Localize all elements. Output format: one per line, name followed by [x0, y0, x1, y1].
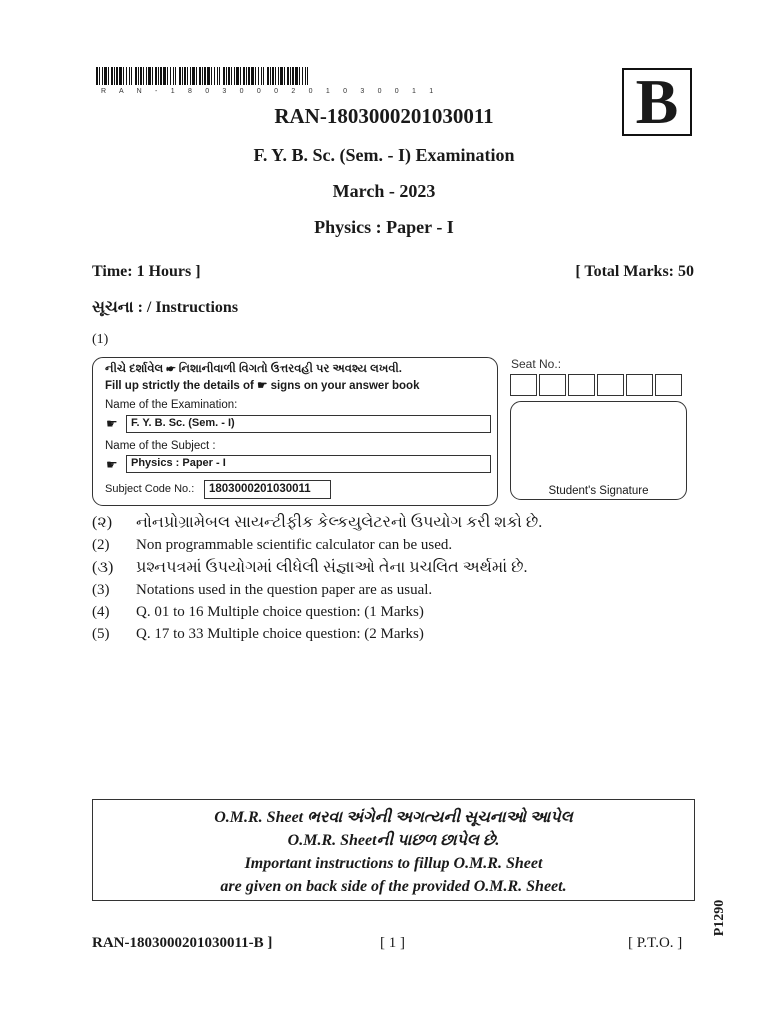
item-number: (3): [92, 582, 110, 598]
barcode-bar: [129, 67, 130, 85]
barcode-bar: [148, 67, 151, 85]
signature-label: Student's Signature: [548, 485, 649, 497]
barcode-bar: [146, 67, 147, 85]
answer-book-details-box: [92, 357, 498, 506]
barcode-bar: [204, 67, 206, 85]
subject-code-label: Subject Code No.:: [105, 483, 195, 495]
barcode-bar: [243, 67, 245, 85]
seat-number-boxes: [510, 374, 684, 396]
barcode-bar: [190, 67, 191, 85]
barcode-bar: [223, 67, 225, 85]
subject-name-field: Physics : Paper - I: [126, 455, 491, 473]
omr-notice-box: [92, 799, 695, 901]
barcode-bar: [278, 67, 279, 85]
form-english-line: Fill up strictly the details of ☛ signs on your answer book: [105, 380, 420, 392]
item-text: Non programmable scientific calculator can be used.: [136, 537, 453, 553]
barcode-bar: [217, 67, 218, 85]
barcode-bar: [295, 67, 298, 85]
subject-title: Physics : Paper - I: [314, 217, 454, 237]
barcode-bar: [305, 67, 306, 85]
item-number: (4): [92, 604, 110, 620]
seat-cell: [510, 374, 537, 396]
barcode-bar: [248, 67, 250, 85]
barcode-bar: [261, 67, 262, 85]
exam-title: F. Y. B. Sc. (Sem. - I) Examination: [253, 145, 515, 165]
seat-cell: [568, 374, 595, 396]
seat-cell: [539, 374, 566, 396]
set-letter-box: B: [622, 68, 692, 136]
instructions-heading: સૂચના : / Instructions: [92, 299, 239, 316]
barcode-bar: [246, 67, 247, 85]
barcode-bar: [163, 67, 166, 85]
page-number: [ 1 ]: [380, 935, 405, 951]
barcode-bar: [99, 67, 100, 85]
item-text: Notations used in the question paper are as usual.: [136, 582, 433, 598]
seat-cell: [655, 374, 682, 396]
barcode-bar: [158, 67, 159, 85]
barcode-bar: [123, 67, 124, 85]
barcode-bar: [131, 67, 132, 85]
item-text: Q. 01 to 16 Multiple choice question: (1 Marks): [136, 604, 424, 620]
barcode-bar: [170, 67, 171, 85]
notice-line: Important instructions to fillup O.M.R. Sheet: [244, 855, 543, 872]
barcode-bar: [196, 67, 197, 85]
barcode-bar: [96, 67, 98, 85]
barcode-bar: [135, 67, 137, 85]
side-print-code: P1290: [712, 899, 727, 937]
footer-paper-code: RAN-1803000201030011-B ]: [92, 935, 273, 951]
barcode-bar: [267, 67, 269, 85]
barcode-bar: [214, 67, 215, 85]
barcode-bar: [292, 67, 294, 85]
barcode-bar: [138, 67, 139, 85]
barcode-bar: [184, 67, 186, 85]
item-text: નોનપ્રોગ્રામેબલ સાયન્ટીફીક કેલ્કયુલેટરનો ઉપયોગ કરી શકો છે.: [136, 514, 543, 531]
barcode-bar: [226, 67, 227, 85]
barcode-bar: [234, 67, 235, 85]
barcode-bar: [299, 67, 300, 85]
barcode-number: R A N - 1 8 0 3 0 0 0 2 0 1 0 3 0 0 1 1: [101, 88, 439, 95]
pointing-hand-icon: ☛: [106, 457, 118, 472]
subject-name-label: Name of the Subject :: [105, 440, 216, 452]
barcode-bar: [255, 67, 256, 85]
barcode-bar: [114, 67, 115, 85]
barcode-bar: [287, 67, 289, 85]
item-number: (5): [92, 626, 110, 642]
barcode-bar: [270, 67, 271, 85]
exam-name-field: F. Y. B. Sc. (Sem. - I): [126, 415, 491, 433]
barcode-bar: [228, 67, 230, 85]
barcode-bar: [263, 67, 264, 85]
barcode-bar: [102, 67, 103, 85]
paper-code: RAN-1803000201030011: [274, 104, 494, 128]
barcode-bar: [280, 67, 283, 85]
item-number: (૨): [92, 514, 113, 531]
total-marks: [ Total Marks: 50: [575, 263, 694, 280]
barcode-bar: [202, 67, 203, 85]
form-gujarati-line: નીચે દર્શાવેલ ☛ નિશાનીવાળી વિગતો ઉત્તરવહી પર અવશ્ય લખવી.: [105, 363, 402, 375]
barcode-bar: [104, 67, 107, 85]
barcode-bar: [152, 67, 153, 85]
notice-line: are given on back side of the provided O.M.R. Sheet.: [220, 878, 567, 895]
barcode-bar: [290, 67, 291, 85]
barcode-bar: [111, 67, 113, 85]
barcode-bar: [179, 67, 181, 85]
signature-box: [510, 401, 687, 500]
barcode-bar: [211, 67, 212, 85]
barcode-bar: [182, 67, 183, 85]
notice-line: O.M.R. Sheetની પાછળ છાપેલ છે.: [287, 832, 500, 849]
pointing-hand-icon: ☛: [106, 416, 118, 431]
barcode-bar: [116, 67, 118, 85]
barcode-bar: [160, 67, 162, 85]
barcode-bar: [187, 67, 188, 85]
barcode-bar: [275, 67, 276, 85]
barcode-bar: [219, 67, 220, 85]
barcode-bar: [173, 67, 174, 85]
barcode-bar: [143, 67, 144, 85]
barcode-bar: [251, 67, 254, 85]
exam-name-label: Name of the Examination:: [105, 399, 238, 411]
barcode-bar: [167, 67, 168, 85]
barcode-bar: [272, 67, 274, 85]
barcode-bar: [207, 67, 210, 85]
subject-code-field: 1803000201030011: [204, 480, 331, 499]
instruction-1-number: (1): [92, 332, 109, 347]
item-number: (૩): [92, 559, 114, 576]
barcode-bar: [199, 67, 201, 85]
item-text: પ્રશ્નપત્રમાં ઉપયોગમાં લીધેલી સંજ્ઞાઓ તેના પ્રચલિત અર્થમાં છે.: [136, 559, 528, 576]
barcode-bar: [155, 67, 157, 85]
barcode: [96, 67, 310, 85]
seat-cell: [626, 374, 653, 396]
barcode-bar: [126, 67, 127, 85]
barcode-bar: [302, 67, 303, 85]
item-text: Q. 17 to 33 Multiple choice question: (2 Marks): [136, 626, 424, 642]
barcode-bar: [192, 67, 195, 85]
barcode-bar: [231, 67, 232, 85]
notice-line: O.M.R. Sheet ભરવા અંગેની અગત્યની સૂચનાઓ આપેલ: [214, 809, 573, 826]
time-allowed: Time: 1 Hours ]: [92, 263, 201, 280]
barcode-bar: [240, 67, 241, 85]
barcode-bar: [236, 67, 239, 85]
seat-cell: [597, 374, 624, 396]
seat-number-label: Seat No.:: [511, 357, 562, 371]
please-turn-over: [ P.T.O. ]: [628, 935, 683, 951]
barcode-bar: [307, 67, 308, 85]
barcode-bar: [258, 67, 259, 85]
item-number: (2): [92, 537, 110, 553]
exam-month: March - 2023: [332, 181, 436, 201]
barcode-bar: [119, 67, 122, 85]
barcode-bar: [108, 67, 109, 85]
barcode-bar: [140, 67, 142, 85]
barcode-bar: [175, 67, 176, 85]
barcode-bar: [284, 67, 285, 85]
